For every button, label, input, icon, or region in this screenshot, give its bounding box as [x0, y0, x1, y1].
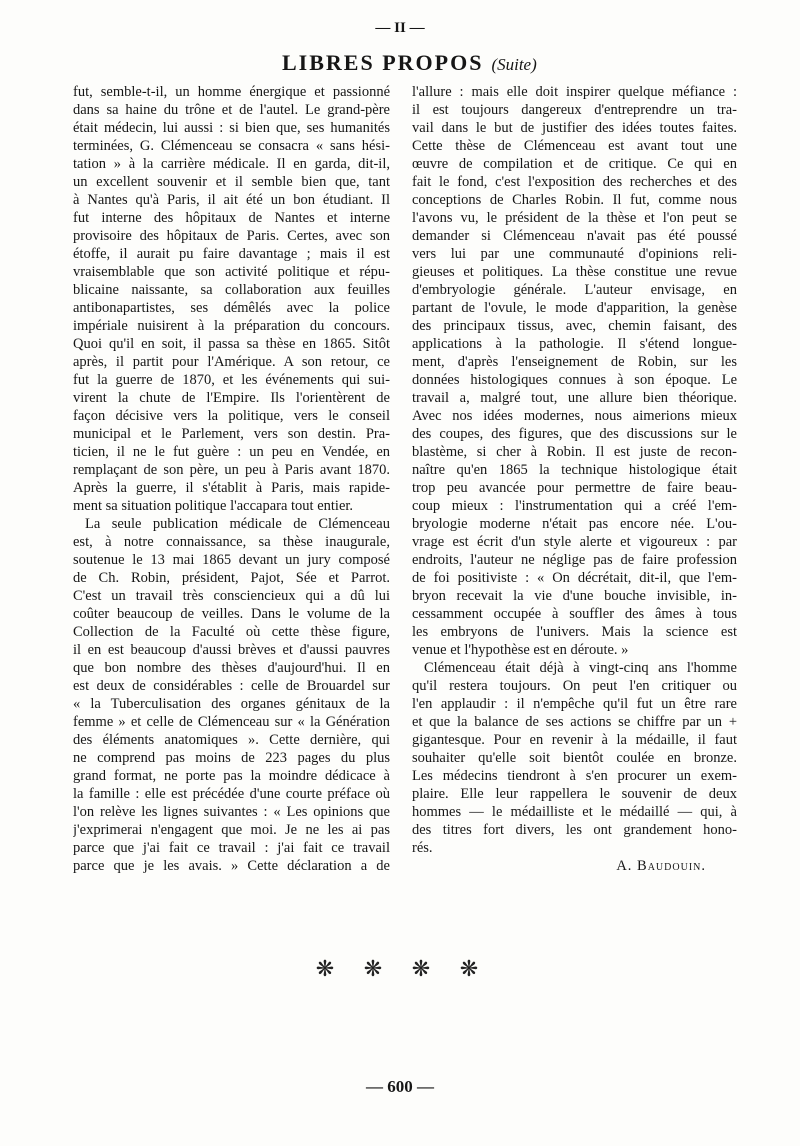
- text-line: données histologiques connues à son époque. Le: [412, 372, 737, 388]
- article-title: LIBRES PROPOS: [282, 50, 484, 75]
- text-line: antibonapartistes, ses démêlés avec la police: [73, 300, 390, 316]
- text-line: travail a, malgré tout, une allure bien théorique.: [412, 390, 737, 406]
- text-line: des éléments anatomiques ». Cette dernière, qui: [73, 732, 390, 748]
- text-line: « la Tuberculisation des organes génitaux de la: [73, 696, 390, 712]
- text-line: demander si Clémenceau n'avait pas été poussé: [412, 228, 737, 244]
- florette-icon: ❋: [363, 957, 383, 982]
- text-line: façon décisive vers la politique, vers le conseil: [73, 408, 390, 424]
- florette-icon: ❋: [459, 957, 479, 982]
- text-line: gigantesque. Pour en revenir à la médaille, il faut: [412, 732, 737, 748]
- text-line: était médecin, lui aussi : si bien que, ses humanités: [73, 120, 390, 136]
- text-line: Avec nos idées modernes, nous aimerions mieux: [412, 408, 737, 424]
- text-line: étoffe, il aurait pu faire davantage ; mais il est: [73, 246, 390, 262]
- florette-icon: ❋: [411, 957, 431, 982]
- text-line: blastème, si cher à Robin. Il est juste de recon-: [412, 444, 737, 460]
- text-line: vraisemblable que son activité politique et répu-: [73, 264, 390, 280]
- text-line: remplaçant de son père, un peu à Paris avant 1870.: [73, 462, 390, 478]
- text-line: soutenue le 13 mai 1865 devant un jury composé: [73, 552, 390, 568]
- text-line: trop peu avancée pour permettre de faire beau-: [412, 480, 737, 496]
- text-line: applications à la pathologie. Il s'étend longue-: [412, 336, 737, 352]
- paragraph: [73, 83, 390, 515]
- text-line: l'allure : mais elle doit inspirer quelque méfiance :: [412, 84, 737, 100]
- text-line: rés.: [412, 840, 433, 856]
- paragraph: [412, 83, 737, 659]
- text-line: d'embryologie générale. L'auteur envisage, en: [412, 282, 737, 298]
- right-text-column: [412, 83, 737, 857]
- left-text-column: [73, 83, 390, 875]
- text-line: et que la balance de ses actions se chiffre par un +: [412, 714, 737, 730]
- text-line: vers lui par une communauté d'opinions reli-: [412, 246, 737, 262]
- text-line: blicaine naissante, sa collaboration aux feuilles: [73, 282, 390, 298]
- text-line: il en est beaucoup d'aussi brèves et d'aussi pauvres: [73, 642, 390, 658]
- text-line: Quoi qu'il en soit, il passa sa thèse en 1865. Sitôt: [73, 336, 390, 352]
- page-number: — 600 —: [366, 1077, 434, 1096]
- text-line: ment, d'après l'enseignement de Robin, sur les: [412, 354, 737, 370]
- text-line: l'en applaudir : il n'empêche qu'il fut un être rare: [412, 696, 737, 712]
- text-line: l'on relève les lignes suivantes : « Les opinions que: [73, 804, 390, 820]
- text-line: Cette thèse de Clémenceau est avant tout une: [412, 138, 737, 154]
- text-line: l'avons vu, le président de la thèse et l'on peut se: [412, 210, 737, 226]
- text-line: Les médecins tiendront à s'en procurer un exem-: [412, 768, 737, 784]
- text-line: femme » et celle de Clémenceau sur « la Génération: [73, 714, 390, 730]
- paragraph: [73, 515, 390, 875]
- text-line: dans sa haine du trône et de l'autel. Le grand-père: [73, 102, 390, 118]
- text-line: hommes — le médailliste et le médaillé — qui, à: [412, 804, 737, 820]
- text-line: tation » à la carrière médicale. Il en garda, dit-il,: [73, 156, 390, 172]
- text-line: des principaux tissus, avec, chemin faisant, des: [412, 318, 737, 334]
- text-line: ne comprend pas moins de 223 pages du plus: [73, 750, 390, 766]
- text-line: souhaiter qu'elle soit bientôt coulée en bronze.: [412, 750, 737, 766]
- text-line: virent la chute de l'Empire. Ils l'orientèrent de: [73, 390, 390, 406]
- text-line: est deux de considérables : celle de Brouardel sur: [73, 678, 390, 694]
- text-line: j'exprimerai n'engagent que moi. Je ne les ai pas: [73, 822, 390, 838]
- text-line: est, à notre connaissance, sa thèse inaugurale,: [73, 534, 390, 550]
- ornament-row: [301, 955, 493, 985]
- text-line: partant de l'ovule, le mode d'apparition, la genèse: [412, 300, 737, 316]
- text-line: de foi positiviste : « On décrétait, dit-il, que l'em-: [412, 570, 737, 586]
- text-line: des coupes, des figures, que des discussions sur le: [412, 426, 737, 442]
- text-line: à Nantes qu'à Paris, il ait été un bon étudiant. Il: [73, 192, 390, 208]
- text-line: ticien, il ne le fut guère : un peu en Vendée, en: [73, 444, 390, 460]
- text-line: parce que j'ai fait ce travail : j'ai fait ce travail: [73, 840, 390, 856]
- text-line: Collection de la Faculté où cette thèse figure,: [73, 624, 390, 640]
- article-title-block: [282, 49, 537, 80]
- text-line: les embryons de l'univers. Mais la science est: [412, 624, 737, 640]
- text-line: La seule publication médicale de Clémenceau: [85, 516, 390, 532]
- text-line: il est toujours dangereux d'entreprendre un tra-: [412, 102, 737, 118]
- text-line: vrage est écrit d'un style alerte et vigoureux : par: [412, 534, 737, 550]
- text-line: impériale nuisirent à la préparation du concours.: [73, 318, 390, 334]
- text-line: des titres fort divers, les ont grandement hono-: [412, 822, 737, 838]
- text-line: parce que je les avais. » Cette déclaration a de: [73, 858, 390, 874]
- text-line: bryologie moderne n'était pas encore née. L'ou-: [412, 516, 737, 532]
- text-line: œuvre de compilation et de critique. Ce qui en: [412, 156, 737, 172]
- paragraph: [412, 659, 737, 857]
- text-line: terminées, G. Clémenceau se consacra « sans hési-: [73, 138, 390, 154]
- text-line: naître qu'en 1865 la technique histologique était: [412, 462, 737, 478]
- text-line: plaire. Elle leur rappellera le souvenir de deux: [412, 786, 737, 802]
- text-line: fait le fond, c'est l'exposition des recherches et des: [412, 174, 737, 190]
- text-line: un excellent souvenir et il semble bien que, tant: [73, 174, 390, 190]
- text-line: coup mieux : l'instrumentation qui a créé l'em-: [412, 498, 737, 514]
- text-line: ment sa situation politique l'accapara tout entier.: [73, 498, 354, 514]
- text-line: de Ch. Robin, président, Pajot, Sée et Parrot.: [73, 570, 390, 586]
- author-signature: A. Baudouin.: [616, 858, 706, 874]
- text-line: fut interne des hôpitaux de Nantes et interne: [73, 210, 390, 226]
- text-line: la famille : elle est précédée d'une courte préface où: [73, 786, 390, 802]
- text-line: endroits, l'auteur ne néglige pas de faire profession: [412, 552, 737, 568]
- text-line: que bon nombre des thèses d'aujourd'hui. Il en: [73, 660, 390, 676]
- florette-icon: ❋: [315, 957, 335, 982]
- text-line: coûter beaucoup de veilles. Dans le volume de la: [73, 606, 390, 622]
- text-line: gieuses et politiques. La thèse constitue une revue: [412, 264, 737, 280]
- text-line: municipal et le Parlement, vers son destin. Pra-: [73, 426, 390, 442]
- text-line: après, il partit pour l'Amérique. A son retour, ce: [73, 354, 390, 370]
- text-line: bryon recevait la vie d'une bouche invisible, in-: [412, 588, 737, 604]
- text-line: Après la guerre, il s'établit à Paris, mais rapide-: [73, 480, 390, 496]
- text-line: venue et l'hypothèse est en déroute. »: [412, 642, 629, 658]
- text-line: Clémenceau était déjà à vingt-cinq ans l'homme: [424, 660, 737, 676]
- text-line: qu'il restera toujours. On peut l'en critiquer ou: [412, 678, 737, 694]
- text-line: vail dans le but de justifier des idées toutes faites.: [412, 120, 737, 136]
- section-page-marker: — II —: [375, 20, 425, 36]
- text-line: fut la guerre de 1870, et les événements qui sui-: [73, 372, 390, 388]
- article-subtitle: (Suite): [491, 55, 537, 74]
- text-line: cessamment occupée à souffler des âmes à tous: [412, 606, 737, 622]
- text-line: conceptions de Charles Robin. Il fut, comme nous: [412, 192, 737, 208]
- text-line: C'est un travail très consciencieux qui a dû lui: [73, 588, 390, 604]
- text-line: grand format, ne porte pas la moindre dédicace à: [73, 768, 390, 784]
- text-line: fut, semble-t-il, un homme énergique et passionné: [73, 84, 390, 100]
- text-line: provisoire des hôpitaux de Paris. Certes, avec son: [73, 228, 390, 244]
